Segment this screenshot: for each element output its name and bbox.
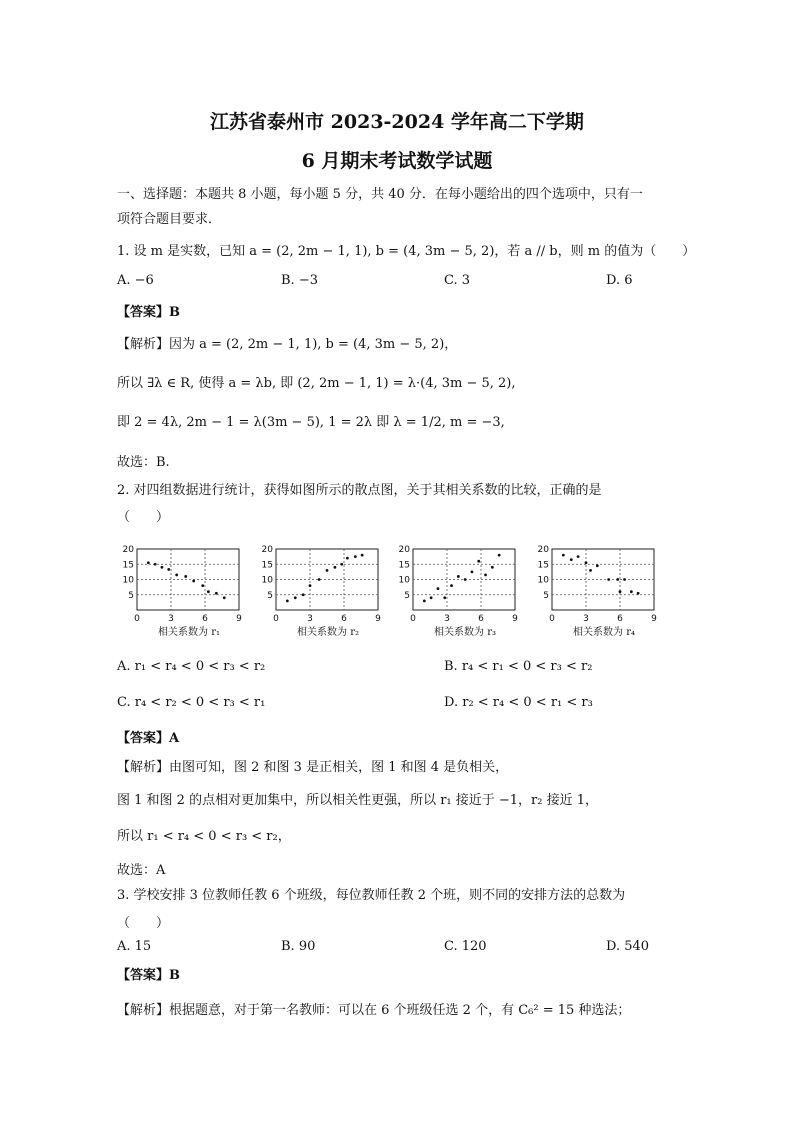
plot-label-r3: 相关系数为 r₃ [434, 627, 496, 638]
plot-4-ytick: 20 [537, 545, 549, 555]
plot-1-point [161, 566, 164, 569]
q1-stem: 1. 设 m 是实数，已知 a = (2, 2m − 1, 1), b = (4, 3m − 5, 2)，若 a // b，则 m 的值为（ ） [117, 244, 696, 259]
plot-1-ytick: 15 [122, 560, 134, 571]
plot-2-xtick: 3 [307, 614, 313, 624]
plot-3-point [491, 566, 494, 569]
plot-2-point [326, 569, 329, 572]
plot-1-ytick: 10 [122, 575, 134, 586]
plot-1-point [167, 568, 170, 571]
plot-2-point [340, 563, 343, 566]
plot-2-xtick: 0 [273, 614, 279, 624]
q2-answer: 【答案】A [117, 731, 180, 746]
plot-3-point [430, 596, 433, 599]
plot-2-point [294, 596, 297, 599]
q3-option-d: D. 540 [606, 939, 650, 954]
plot-3-point [471, 570, 474, 573]
plot-2-point [361, 554, 364, 557]
plot-2-xtick: 9 [375, 614, 381, 624]
q2-option-c: C. r₄ < r₂ < 0 < r₃ < r₁ [117, 695, 266, 710]
plot-3-point [423, 599, 426, 602]
plot-2-point [354, 555, 357, 558]
plot-1-frame [137, 549, 239, 610]
plot-3-xtick: 6 [478, 614, 484, 624]
plot-1-point [154, 563, 157, 566]
plot-4-point [570, 558, 573, 561]
q2-conclusion: 故选：A [117, 863, 166, 878]
plot-3-point [498, 554, 501, 557]
plot-2-point [302, 593, 305, 596]
plot-label-r4: 相关系数为 r₄ [573, 627, 635, 638]
q1-analysis-3: 即 2 = 4λ, 2m − 1 = λ(3m − 5), 1 = 2λ 即 λ = 1/2, m = −3, [117, 415, 505, 430]
q3-stem-line1: 3. 学校安排 3 位教师任教 6 个班级，每位教师任教 2 个班，则不同的安排方法的总数为 [117, 888, 626, 903]
plot-1-point [147, 561, 150, 564]
plot-4-xtick: 0 [549, 614, 555, 624]
plot-3-ytick: 5 [404, 590, 410, 601]
page-title-line1: 江苏省泰州市 2023-2024 学年高二下学期 [210, 111, 584, 133]
plot-4-point [619, 590, 622, 593]
plot-label-r2: 相关系数为 r₂ [297, 627, 359, 638]
q1-option-a: A. −6 [117, 273, 154, 288]
q2-option-d: D. r₂ < r₄ < 0 < r₁ < r₃ [444, 695, 593, 710]
q2-stem-line2: （ ） [117, 510, 170, 525]
q2-analysis-2: 图 1 和图 2 的点相对更加集中，所以相关性更强，所以 r₁ 接近于 −1，r₂ 接近 1， [117, 793, 599, 808]
plot-4-point [596, 564, 599, 567]
plot-3-point [437, 587, 440, 590]
q2-option-b: B. r₄ < r₁ < 0 < r₃ < r₂ [444, 659, 593, 674]
q1-analysis-2: 所以 ∃λ ∈ R, 使得 a = λb, 即 (2, 2m − 1, 1) = λ·(4, 3m − 5, 2), [117, 376, 516, 391]
plot-4-point [589, 569, 592, 572]
q2-analysis-3: 所以 r₁ < r₄ < 0 < r₃ < r₂， [117, 829, 291, 844]
scatter-plots [0, 538, 794, 648]
section-heading-line2: 项符合题目要求． [117, 212, 222, 227]
q1-option-b: B. −3 [281, 273, 318, 288]
plot-3-point [450, 584, 453, 587]
plot-4-xtick: 9 [651, 614, 657, 624]
plot-1-point [192, 580, 195, 583]
plot-4-point [562, 554, 565, 557]
plot-4-xtick: 6 [617, 614, 623, 624]
plot-3-xtick: 0 [410, 614, 416, 624]
plot-3-ytick: 15 [398, 560, 410, 571]
plot-3-xtick: 3 [444, 614, 450, 624]
plot-2-ytick: 10 [261, 575, 273, 586]
plot-4-point [623, 578, 626, 581]
plot-1-xtick: 3 [168, 614, 174, 624]
plot-4-xtick: 3 [583, 614, 589, 624]
plot-1-point [215, 592, 218, 595]
q1-answer: 【答案】B [117, 305, 180, 320]
plot-2-frame [276, 549, 378, 610]
plot-4-point [585, 561, 588, 564]
plot-3-point [443, 596, 446, 599]
plot-3-point [477, 560, 480, 563]
plot-1-point [184, 575, 187, 578]
plot-4-point [577, 555, 580, 558]
plot-1-point [175, 574, 178, 577]
plot-3-ytick: 10 [398, 575, 410, 586]
plot-4-frame [552, 549, 654, 610]
section-heading-line1: 一、选择题：本题共 8 小题，每小题 5 分，共 40 分．在每小题给出的四个选项中，只有一 [117, 187, 643, 202]
plot-2-point [309, 584, 312, 587]
plot-1-point [223, 596, 226, 599]
plot-3-point [464, 578, 467, 581]
q2-option-a: A. r₁ < r₄ < 0 < r₃ < r₂ [117, 659, 266, 674]
plot-1-xtick: 9 [236, 614, 242, 624]
plot-3-ytick: 20 [398, 545, 410, 555]
page-title-line2: 6 月期末考试数学试题 [301, 150, 493, 172]
plot-2-ytick: 15 [261, 560, 273, 571]
plot-3-xtick: 9 [512, 614, 518, 624]
plot-4-point [616, 578, 619, 581]
q3-answer: 【答案】B [117, 968, 180, 983]
plot-4-ytick: 10 [537, 575, 549, 586]
q3-option-a: A. 15 [117, 939, 152, 954]
q2-analysis-1: 【解析】由图可知，图 2 和图 3 是正相关，图 1 和图 4 是负相关， [117, 760, 509, 775]
plot-2-point [286, 599, 289, 602]
plot-3-point [457, 575, 460, 578]
q3-option-c: C. 120 [444, 939, 487, 954]
plot-2-xtick: 6 [341, 614, 347, 624]
q1-option-d: D. 6 [606, 273, 633, 288]
plot-label-r1: 相关系数为 r₁ [158, 627, 220, 638]
plot-4-point [630, 590, 633, 593]
plot-1-xtick: 6 [202, 614, 208, 624]
plot-1-ytick: 5 [128, 590, 134, 601]
plot-4-point [637, 592, 640, 595]
q1-conclusion: 故选：B. [117, 455, 170, 470]
plot-2-point [346, 557, 349, 560]
q3-stem-line2: （ ） [117, 916, 170, 931]
plot-3-point [484, 574, 487, 577]
q1-analysis-1: 【解析】因为 a = (2, 2m − 1, 1), b = (4, 3m − 5, 2)， [117, 337, 458, 352]
plot-1-xtick: 0 [134, 614, 140, 624]
plot-2-point [318, 578, 321, 581]
plot-1-point [201, 584, 204, 587]
plot-2-point [334, 566, 337, 569]
q3-option-b: B. 90 [281, 939, 316, 954]
plot-1-point [207, 590, 210, 593]
plot-4-point [607, 578, 610, 581]
plot-4-ytick: 15 [537, 560, 549, 571]
plot-4-ytick: 5 [543, 590, 549, 601]
q2-stem-line1: 2. 对四组数据进行统计，获得如图所示的散点图，关于其相关系数的比较，正确的是 [117, 483, 602, 498]
q1-option-c: C. 3 [444, 273, 471, 288]
plot-2-ytick: 5 [267, 590, 273, 601]
plot-2-ytick: 20 [261, 545, 273, 555]
q3-analysis-1: 【解析】根据题意，对于第一名教师：可以在 6 个班级任选 2 个，有 C₆² = 15 种选法； [117, 1003, 631, 1018]
plot-1-ytick: 20 [122, 545, 134, 555]
